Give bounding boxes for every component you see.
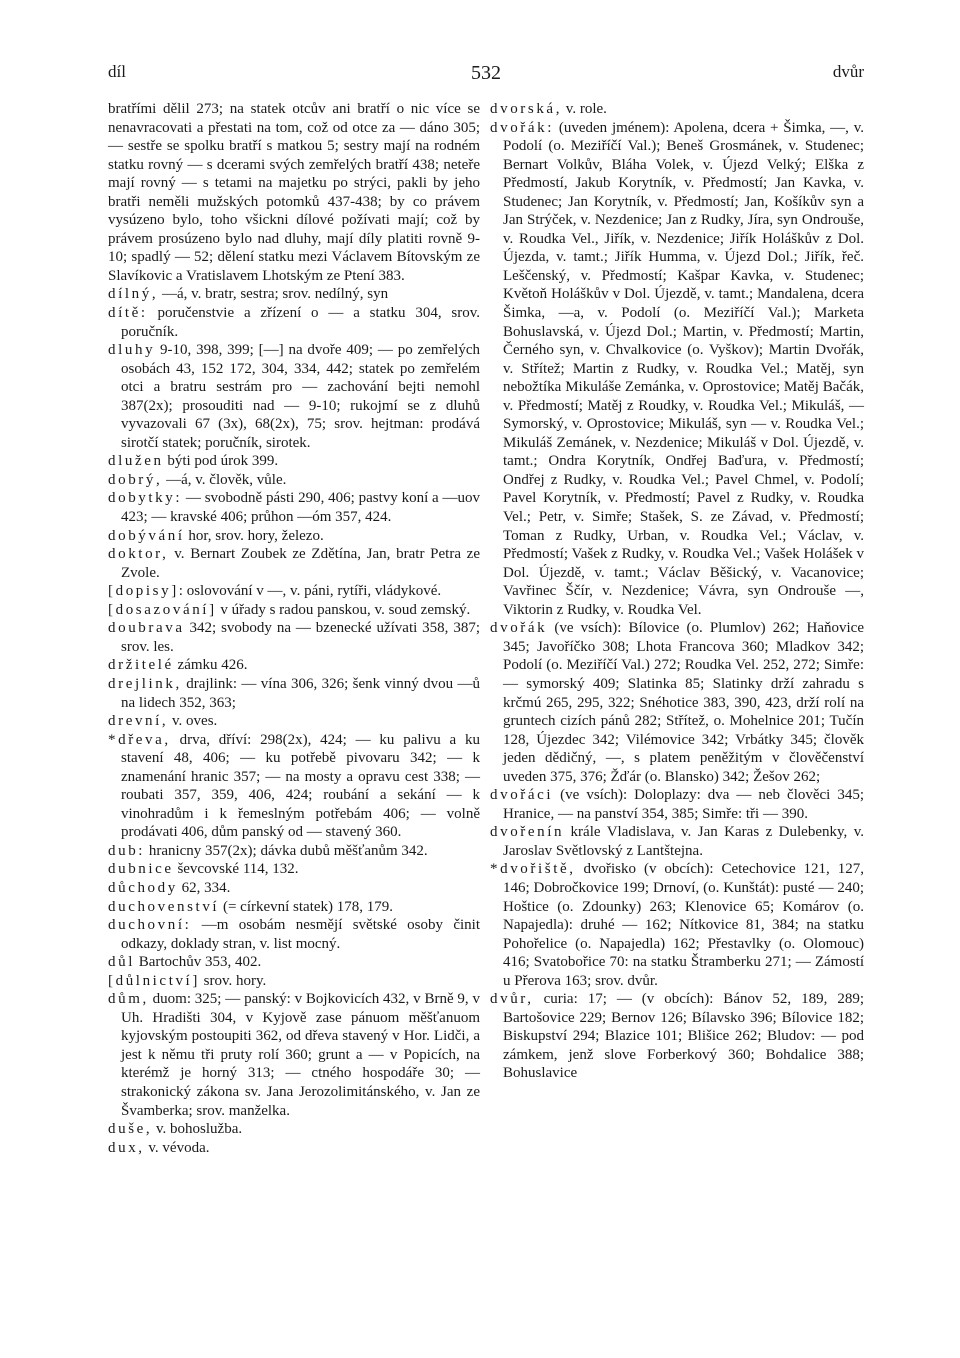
entry-headword: dům, bbox=[108, 991, 149, 1008]
dictionary-entry bbox=[108, 656, 480, 675]
entry-headword: doubrava bbox=[108, 620, 185, 637]
entry-body: drajlink: — vína 306, 326; šenk vinný dvou —ů na lidech 352, 363; bbox=[121, 675, 480, 711]
entry-headword: duchovní: bbox=[108, 917, 192, 934]
entry-body: (ve vsích): Bílovice (o. Plumlov) 262; Haňovice 345; Javoříčko 308; Lhota Francova 360; Mladkov 342; Podolí (o. Meziříčí Val.) 272; Roudka Vel. 252, 272; Simře: — symorský 409; Slatinka 85; Slatinky drží zahradu s krčmú 265, 295, 322; Snéhotice 383, 390, 423, drží rolí na gruntech cizích pánů 282; Střítež, o. Mohelnice 201; Tučín 128, Újezdec 342; Vilémovice 342; Vrbátky 345; člověk jeden dědičný, —, s platem peněžitým v člověčenství uveden 375, 376; Žďár (o. Blansko) 342; Žešov 262; bbox=[503, 620, 864, 785]
entry-headword: dubnice bbox=[108, 861, 174, 878]
entry-body: bratřími dělil 273; na statek otcův ani bratří o nic více se nenavracovati a přestati na tom, což od otce za — dáno 305; — sestře se spolku bratří s matkou 5; sestry mají na rodném statku rovný — s dcerami svých zemřelých bratří 438; neteře mají rovný — s tetami na majetku po strýci, pakli by jeho bratři neměli mužských potomků 437-438; by co právem vysúzeno bylo, toho všickni dílové požívati mají; což by právem prosúzeno bylo nad dluhy, mají díly platiti rovně 9-10; spadlý — 52; dělení statku mezi Václavem Bítovským ze Slavíkovic a Vratislavem Lhotským ze Ptení 383. bbox=[108, 101, 480, 284]
entry-headword: držitelé bbox=[108, 657, 174, 674]
dictionary-entry bbox=[108, 1139, 480, 1158]
entry-body: (uveden jménem): Apolena, dcera + Šimka, —, v. Podolí (o. Meziříčí Val.); Beneš Grosmánek, v. Studenec; Bernart Volkův, Bláha Volek, v. Újezd Velký; Elška z Předmostí, Jakub Korytník, v. Předmostí; Jan Kavka, v. Studenec; Jan Korytník, v. Předmostí; Jan, Košíkův syn a Jan Strýček, v. Nezdenice; Jan z Rudky, Jíra, syn Ondrouše, v. Roudka Vel., Jiřík, v. Nezdenice; Jiřík Holáškův z Dol. Újezda, v. tamt.; Jiřík Humma, v. Újezd Dol.; Jiřík, řeč. Leščenský, v. Předmostí; Kašpar Kavka, v. Studenec; Květoň Holáškův v Dol. Újezdě, v. tamt.; Mandalena, dcera Šimka, —a, v. Podolí (o. Meziříčí Val.); Marketa Bohuslavská, v. Újezd Dol.; Martin, v. Předmostí; Martin, Černého syn, v. Chvalkovice (o. Vyškov); Martin Dvořák, v. Střítež; Martin z Rudky, v. Roudka Vel.; Matěj, syn nebožtíka Mikuláše Zemánka, v. Oprostovice; Matěj Bačák, v. Předmostí; Matěj z Roudky, v. Roudka Vel.; Mikuláš, — Symorský, v. Oprostovice; Mikuláš, syn — v. Roudka Vel.; Mikuláš Zemánek, v. Nezdenice; Mikuláš v Dol. Újezdě, v. tamt.; Ondra Korytník, Ondřej Baďura, v. Předmostí; Ondřej z Rudky, v. Roudka Vel.; Pavel Chmel, v. Podolí; Pavel Korytník, v. Předmostí; Pavel z Rudky, v. Roudka Vel.; Petr, v. Simře; Stašek, S. ze Závad, v. Předmostí; Toman z Rudky, Urban, v. Roudka Vel.; Václav, v. Předmostí; Vašek z Rudky, v. Roudka Vel.; Vašek Holášek v Dol. Újezdě, v. tamt.; Václav Běšický, v. Vacanovice; Vavřinec Ščír, v. Nezdenice; Vávra, syn Ondrouše —, Viktorin z Rudky, v. Roudka Vel. bbox=[503, 119, 864, 618]
entry-body: v. role. bbox=[562, 101, 607, 117]
dictionary-entry bbox=[108, 990, 480, 1120]
entry-headword: dílný, bbox=[108, 286, 159, 303]
entry-headword: dvořáci bbox=[490, 787, 554, 804]
dictionary-entry bbox=[108, 489, 480, 526]
dictionary-entry bbox=[490, 100, 864, 119]
entry-body: (ve vsích): Doloplazy: dva — neb člověci 345; Hranice, — na panství 354, 385; Simře: tři — 390. bbox=[503, 787, 864, 822]
entry-body: býti pod úrok 399. bbox=[163, 453, 279, 470]
entry-headword: důl bbox=[108, 954, 135, 971]
dictionary-entry bbox=[108, 1120, 480, 1139]
entry-headword: dvůr, bbox=[490, 991, 534, 1008]
entry-body: duom: 325; — panský: v Bojkovicích 432, v Brně 9, v Uh. Hradišti 304, v Kyjově zase pánuom měšťanuom kyjovským postoupiti 362, od dřeva stavený v Hor. Lidči, a jest k němu tři pruty rolí 360; grunt a — v Popicích, na kterémž je horný 313; — ctného hospodáře 30; — strakonický zákona sv. Jana Jerozolimitánského, v. Jan ze Švamberka; srov. manželka. bbox=[121, 991, 480, 1119]
entry-headword: duše, bbox=[108, 1121, 153, 1138]
entry-body: 62, 334. bbox=[177, 879, 231, 896]
entry-body: drva, dříví: 298(2x), 424; — ku palivu a ku stavení 48, 406; — ku potřebě pivovaru 342; — k znamenání hranic 357; — na mosty a opravu cest 338; — roubati 357, 359, 406, 424; roubání a sekání — k vinohradům i k řemeslným potřebám 406; — volně prodávati 406, dům panský od — stavený 360. bbox=[121, 731, 480, 841]
dictionary-entry bbox=[108, 304, 480, 341]
entry-headword: dvorská, bbox=[490, 101, 563, 117]
entry-body: hranicny 357(2x); dávka dubů měšťanům 342. bbox=[145, 842, 428, 859]
dictionary-entry bbox=[108, 527, 480, 546]
entry-headword: [dosazování] bbox=[108, 601, 217, 618]
dictionary-entry bbox=[108, 953, 480, 972]
entry-body: hor, srov. hory, železo. bbox=[184, 527, 324, 544]
entry-body: (= církevní statek) 178, 179. bbox=[219, 898, 394, 915]
right-column bbox=[490, 100, 864, 1083]
page-number: 532 bbox=[471, 62, 501, 84]
dictionary-entry bbox=[108, 972, 480, 991]
entry-body: — svobodně pásti 290, 406; pastvy koní a —uov 423; — kravské 406; průhon —óm 357, 424. bbox=[121, 490, 480, 526]
dictionary-entry bbox=[108, 341, 480, 452]
dictionary-entry bbox=[490, 860, 864, 990]
entry-body: v. vévoda. bbox=[144, 1139, 210, 1156]
header-right-word: dvůr bbox=[832, 62, 864, 81]
dictionary-entry bbox=[108, 898, 480, 917]
entry-headword: dvořák: bbox=[490, 119, 555, 136]
entry-body: 9-10, 398, 399; [—] na dvoře 409; — po zemřelých osobách 43, 152 172, 304, 334, 442; statek po zemřelém otci a bratru sestrám pro — zachování bejti nemohl 387(2x); prosouditi nad — 9-10; rukojmí se z dluhů vyvazovali 67 (3x), 68(2x), 75; srov. hejtman: prodává sirotčí statek; poručník, sirotek. bbox=[121, 342, 480, 451]
dictionary-entry bbox=[490, 786, 864, 823]
entry-headword: dítě: bbox=[108, 305, 148, 322]
dictionary-entry bbox=[108, 712, 480, 731]
dictionary-entry bbox=[108, 601, 480, 620]
entry-body: dvořisko (v obcích): Cetechovice 121, 127, 146; Dobročkovice 199; Drnoví, (o. Kunštát): pusté — 240; Hoštice (o. Zdounky) 263; Klenovice 65; Komárov (o. Napajedla): druhé — 162; Nítkovice 81, 384; na statku Pohořelice (o. Napajedla) 162; Přestavlky (o. Olomouc) 416; Svatobořice 70: na statku Štramberku 271; — Zámostí u Přerova 163; srov. dvůr. bbox=[503, 861, 864, 989]
entry-body: srov. hory. bbox=[199, 972, 267, 989]
running-header bbox=[108, 62, 864, 86]
dictionary-entry bbox=[108, 879, 480, 898]
entry-headword: dlužen bbox=[108, 453, 164, 470]
entry-headword: duchovenství bbox=[108, 898, 220, 915]
entry-body: v. bohoslužba. bbox=[152, 1121, 243, 1138]
entry-headword: dobrý, bbox=[108, 471, 163, 488]
entry-body: Bartochův 353, 402. bbox=[134, 954, 262, 971]
entry-headword: dub: bbox=[108, 842, 146, 859]
entry-headword: drejlink, bbox=[108, 675, 182, 692]
entry-headword: *dvořiště, bbox=[490, 861, 576, 878]
entry-body: —á, v. člověk, vůle. bbox=[162, 471, 287, 488]
entry-headword: dluhy bbox=[108, 342, 156, 359]
entry-headword: doktor, bbox=[108, 546, 169, 563]
entry-body: curia: 17; — (v obcích): Bánov 52, 189, 289; Bartošovice 229; Bernov 126; Bílavsko 396; Bílovice 182; Biskupství 294; Blazice 101; Blišice 262; Bludov: — pod zámkem, jenž slove Forberkový 360; Bohdalice 388; Bohuslavice bbox=[503, 991, 864, 1082]
dictionary-entry bbox=[490, 823, 864, 860]
entry-headword: drevní, bbox=[108, 713, 169, 730]
entry-body: v úřady s radou panskou, v. soud zemský. bbox=[216, 601, 471, 618]
dictionary-entry bbox=[108, 675, 480, 712]
entry-headword: dux, bbox=[108, 1139, 145, 1156]
dictionary-entry bbox=[108, 619, 480, 656]
entry-headword: [dopisy] bbox=[108, 583, 179, 600]
entry-body: ševcovské 114, 132. bbox=[173, 861, 299, 878]
entry-body: krále Vladislava, v. Jan Karas z Dulebenky, v. Jaroslav Světlovský z Lantštejna. bbox=[503, 824, 864, 859]
dictionary-entry bbox=[108, 452, 480, 471]
entry-headword: [důlnictví] bbox=[108, 972, 200, 989]
dictionary-entry bbox=[108, 731, 480, 842]
dictionary-entry bbox=[108, 842, 480, 861]
entry-body: —á, v. bratr, sestra; srov. nedílný, syn bbox=[158, 286, 389, 303]
dictionary-entry bbox=[108, 582, 480, 601]
dictionary-entry bbox=[108, 100, 480, 285]
entry-body: 342; svobody na — bzenecké užívati 358, 387; srov. les. bbox=[121, 620, 480, 655]
dictionary-entry bbox=[490, 619, 864, 786]
entry-body: zámku 426. bbox=[173, 657, 248, 674]
entry-headword: dvořák bbox=[490, 620, 548, 637]
entry-headword: dobývání bbox=[108, 527, 185, 544]
entry-headword: dvořenín bbox=[490, 824, 565, 841]
left-column bbox=[108, 100, 480, 1157]
entry-headword: důchody bbox=[108, 879, 178, 896]
dictionary-entry bbox=[108, 471, 480, 490]
dictionary-entry bbox=[108, 860, 480, 879]
entry-headword: *dřeva, bbox=[108, 731, 171, 748]
dictionary-entry bbox=[490, 119, 864, 620]
dictionary-entry bbox=[108, 916, 480, 953]
dictionary-entry bbox=[108, 285, 480, 304]
entry-body: poručenstvie a zřízení o — a statku 304, srov. poručník. bbox=[121, 305, 480, 340]
dictionary-entry bbox=[108, 545, 480, 582]
entry-body: —m osobám nesmějí světské osoby činit odkazy, doklady stran, v. list mocný. bbox=[121, 917, 480, 952]
entry-body: : oslovování v —, v. páni, rytíři, vládykové. bbox=[178, 583, 442, 600]
dictionary-entry bbox=[490, 990, 864, 1083]
entry-body: v. Bernart Zoubek ze Zdětína, Jan, bratr Petra ze Zvole. bbox=[121, 546, 480, 581]
header-left-word: díl bbox=[108, 62, 126, 81]
entry-headword: dobytky: bbox=[108, 490, 183, 507]
entry-body: v. oves. bbox=[168, 713, 218, 730]
